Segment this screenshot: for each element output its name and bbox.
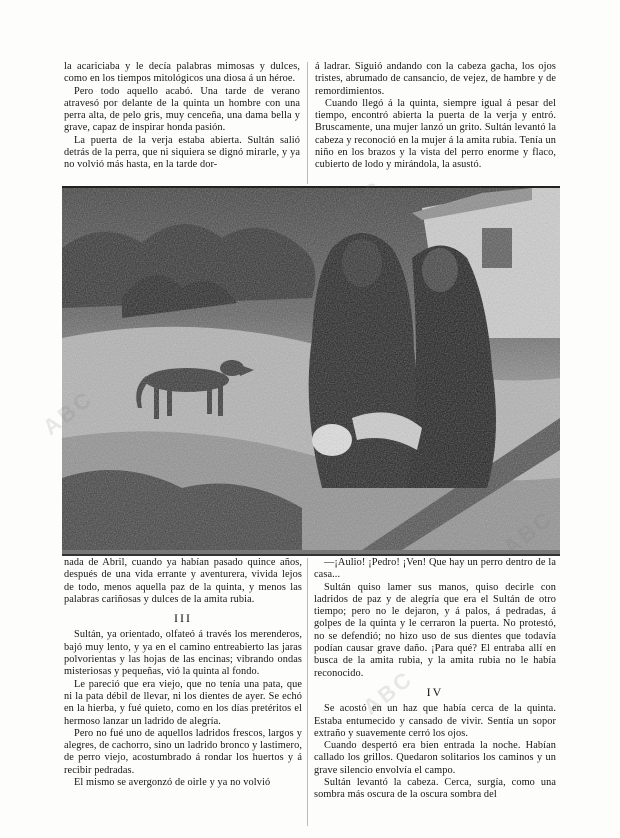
paragraph: El mismo se avergonzó de oirle y ya no volvió xyxy=(74,777,271,789)
text-column-top-right xyxy=(315,61,556,187)
text-column-bottom-left xyxy=(64,557,302,827)
paragraph: á ladrar. Siguió andando con la cabeza gacha, los ojos tristes, abrumado de cansancio, de vejez, de hambre y de remordimientos. xyxy=(315,61,556,97)
paragraph: nada de Abril, cuando ya habían pasado quince años, después de una vida errante y aventurera, vivida lejos de todo, menos aquella paz de la quinta, y menos las palabras cariñosas y dulces de la amita rubia. xyxy=(64,557,302,605)
paragraph: Pero todo aquello acabó. Una tarde de verano atravesó por delante de la quinta un hombre con una perra alta, de pelo gris, muy cenceña, una dama bella y grave, capaz de inspirar honda pasión. xyxy=(64,85,300,134)
paragraph: —¡Aulio! ¡Pedro! ¡Ven! Que hay un perro dentro de la casa... xyxy=(314,557,556,581)
section-number: III xyxy=(174,611,192,626)
paragraph: Le pareció que era viejo, que no tenía una pata, que ni la pata débil de llevar, ni los dientes de ayer. Se echó en la hierba, y fué quieto, como en los días pretéritos el hermoso lanzar un ladrido de alegría. xyxy=(64,678,302,727)
section-number: IV xyxy=(426,684,444,699)
paragraph: Cuando llegó á la quinta, siempre igual á pesar del tiempo, encontró abierta la puerta de la verja y entró. Bruscamente, una mujer lanzó un grito. Sultán levantó la cabeza y reconoció en la mujer á la amita rubia. Tenía un niño en los brazos y la vista del perro enorme y flaco, cubierto de lodo y mirándola, la asustó. xyxy=(315,97,556,171)
engraving-illustration xyxy=(62,186,560,556)
paragraph: Cuando despertó era bien entrada la noche. Habían callado los grillos. Quedaron solitarios los caminos y un grave silencio envolvía el campo. xyxy=(314,740,556,776)
watermark: ABC xyxy=(358,665,419,720)
paragraph: la acariciaba y le decía palabras mimosas y dulces, como en los tiempos mitológicos una diosa á un héroe. xyxy=(64,61,300,85)
paragraph: Se acostó en un haz que había cerca de la quinta. Estaba entumecido y cansado de vivir. Sentía un sopor extraño y suavemente cerró los ojos. xyxy=(314,703,556,739)
paragraph: Sultán quiso lamer sus manos, quiso decirle con ladridos de paz y de alegría que era el Sultán de otro tiempo; pero no le dejaron, y á palos, á pedradas, á golpes de la quinta y le cerraron la puerta. No protestó, no se defendió; no hizo uso de sus dientes que todavía podían causar grave daño. ¡Para qué? El entraba allí en busca de la amita rubia, y la amita rubia no le había reconocido. xyxy=(314,581,556,679)
paragraph: Pero no fué uno de aquellos ladridos frescos, largos y alegres, de cachorro, sino un ladrido bronco y lastimero, de perro viejo, acostumbrado á rondar los huertos y á recibir pedradas. xyxy=(64,727,302,776)
paragraph: La puerta de la verja estaba abierta. Sultán salió detrás de la perra, que ni siquiera se dignó mirarle, y ya no volvió más hasta, en la tarde dor- xyxy=(64,134,300,171)
dog-and-women-scene xyxy=(62,188,560,550)
text-column-top-left xyxy=(64,61,300,187)
column-divider xyxy=(307,558,308,826)
column-divider xyxy=(307,62,308,184)
paragraph: Sultán levantó la cabeza. Cerca, surgía, como una sombra más oscura de la oscura sombra del xyxy=(314,777,556,801)
text-column-bottom-right xyxy=(314,557,556,827)
paragraph: Sultán, ya orientado, olfateó á través los merenderos, bajó muy lento, y ya en el camino entreabierto las jaras polvorientas y las hojas de las encinas; vibrando ondas misteriosas y pequeñas, vió la quinta al fondo. xyxy=(64,629,302,678)
